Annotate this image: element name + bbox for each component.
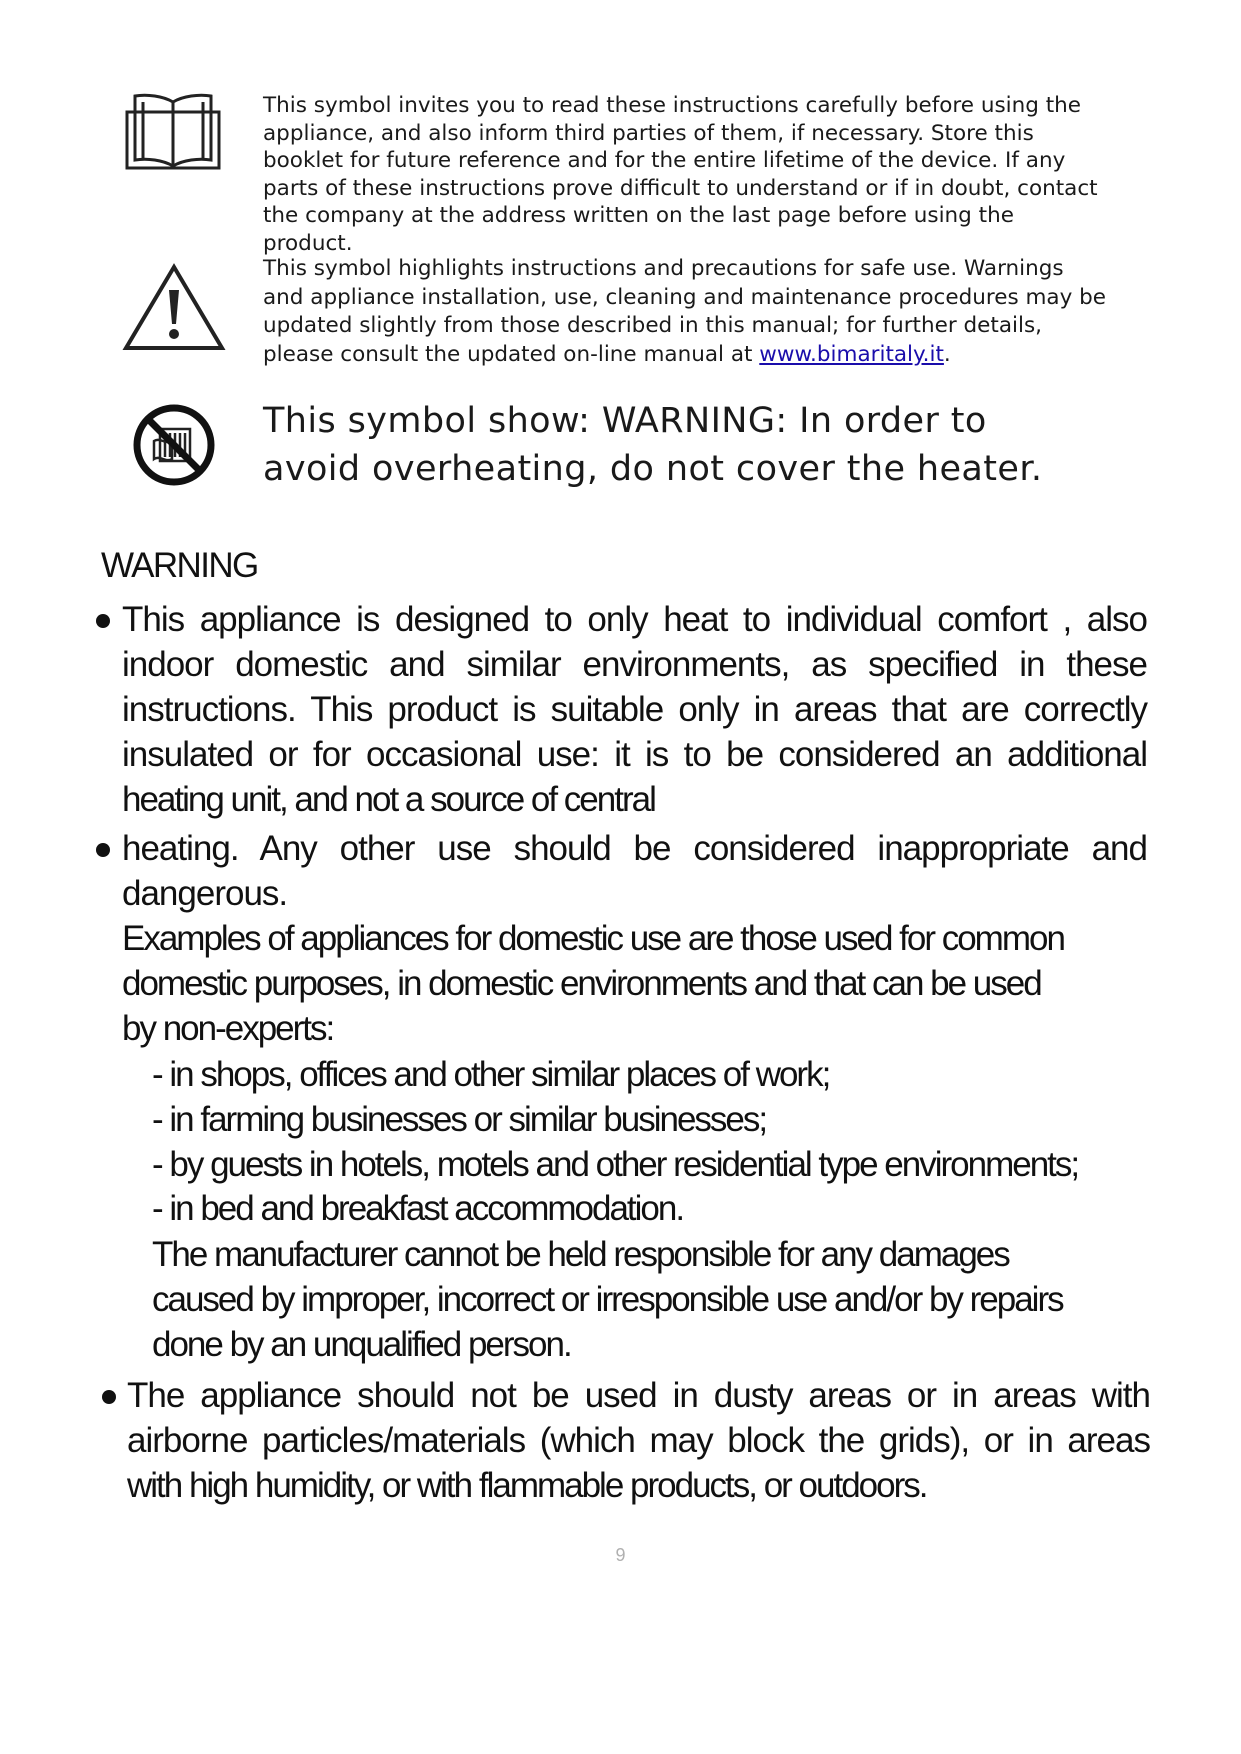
text-line: This appliance is designed to only heat to individual comfort , also [122,600,1147,639]
text-line: appliance, and also inform third parties of them, if necessary. Store this [263,120,1034,146]
text-line: and appliance installation, use, cleaning and maintenance procedures may be [263,284,1107,310]
example-item: - by guests in hotels, motels and other residential type environments; [152,1145,1079,1184]
text-line: heating. Any other use should be considered inappropriate and [122,829,1147,868]
text-line: The appliance should not be used in dusty areas or in areas with [127,1376,1150,1415]
text-line: insulated or for occasional use: it is to be considered an additional [122,735,1147,774]
text-line: Examples of appliances for domestic use are those used for common [122,919,1064,958]
text-prefix: please consult the updated on-line manual at [263,341,760,367]
text-line: booklet for future reference and for the entire lifetime of the device. If any [263,148,1066,173]
bullet-other-use [122,826,1147,916]
bullet-intended-use [122,597,1147,822]
text-line: parts of these instructions prove difficult to understand or if in doubt, contact [263,175,1098,201]
examples-paragraph [122,916,1147,1051]
bullet-dot [96,843,110,857]
bullet-dot [96,614,110,628]
page-number: 9 [615,1545,626,1565]
warning-title: WARNING [101,546,258,585]
example-item: - in bed and breakfast accommodation. [152,1189,684,1228]
text-line: product. [263,230,353,256]
text-line: instructions. This product is suitable only in areas that are correctly [122,690,1147,729]
text-line: The manufacturer cannot be held responsible for any damages [152,1235,1009,1274]
text-line: done by an unqualified person. [152,1325,571,1364]
text-line: airborne particles/materials (which may block the grids), or in areas [127,1421,1150,1460]
text-line: by non-experts: [122,1009,334,1048]
text-suffix: . [943,341,951,367]
text-line: This symbol show: WARNING: In order to [263,401,987,441]
example-item: - in shops, offices and other similar places of work; [152,1055,830,1094]
disclaimer-paragraph [152,1232,1063,1367]
manual-website-link[interactable]: www.bimaritaly.it [759,341,944,367]
text-line: This symbol invites you to read these instructions carefully before using the [263,93,1082,118]
text-line: avoid overheating, do not cover the heater. [263,449,1043,489]
text-line: the company at the address written on the last page before using the [263,203,1014,228]
text-line: heating unit, and not a source of central [122,780,655,819]
text-line: caused by improper, incorrect or irresponsible use and/or by repairs [152,1280,1063,1319]
bullet-environment [127,1373,1150,1508]
text-line: dangerous. [122,874,288,913]
example-item: - in farming businesses or similar businesses; [152,1100,767,1139]
text-line: indoor domestic and similar environments, as specified in these [122,645,1147,684]
text-line: with high humidity, or with flammable products, or outdoors. [127,1466,927,1505]
text-line: domestic purposes, in domestic environments and that can be used [122,964,1041,1003]
bullet-dot [102,1390,116,1404]
text-line: updated slightly from those described in this manual; for further details, [263,313,1042,338]
text-line: This symbol highlights instructions and precautions for safe use. Warnings [263,256,1064,281]
